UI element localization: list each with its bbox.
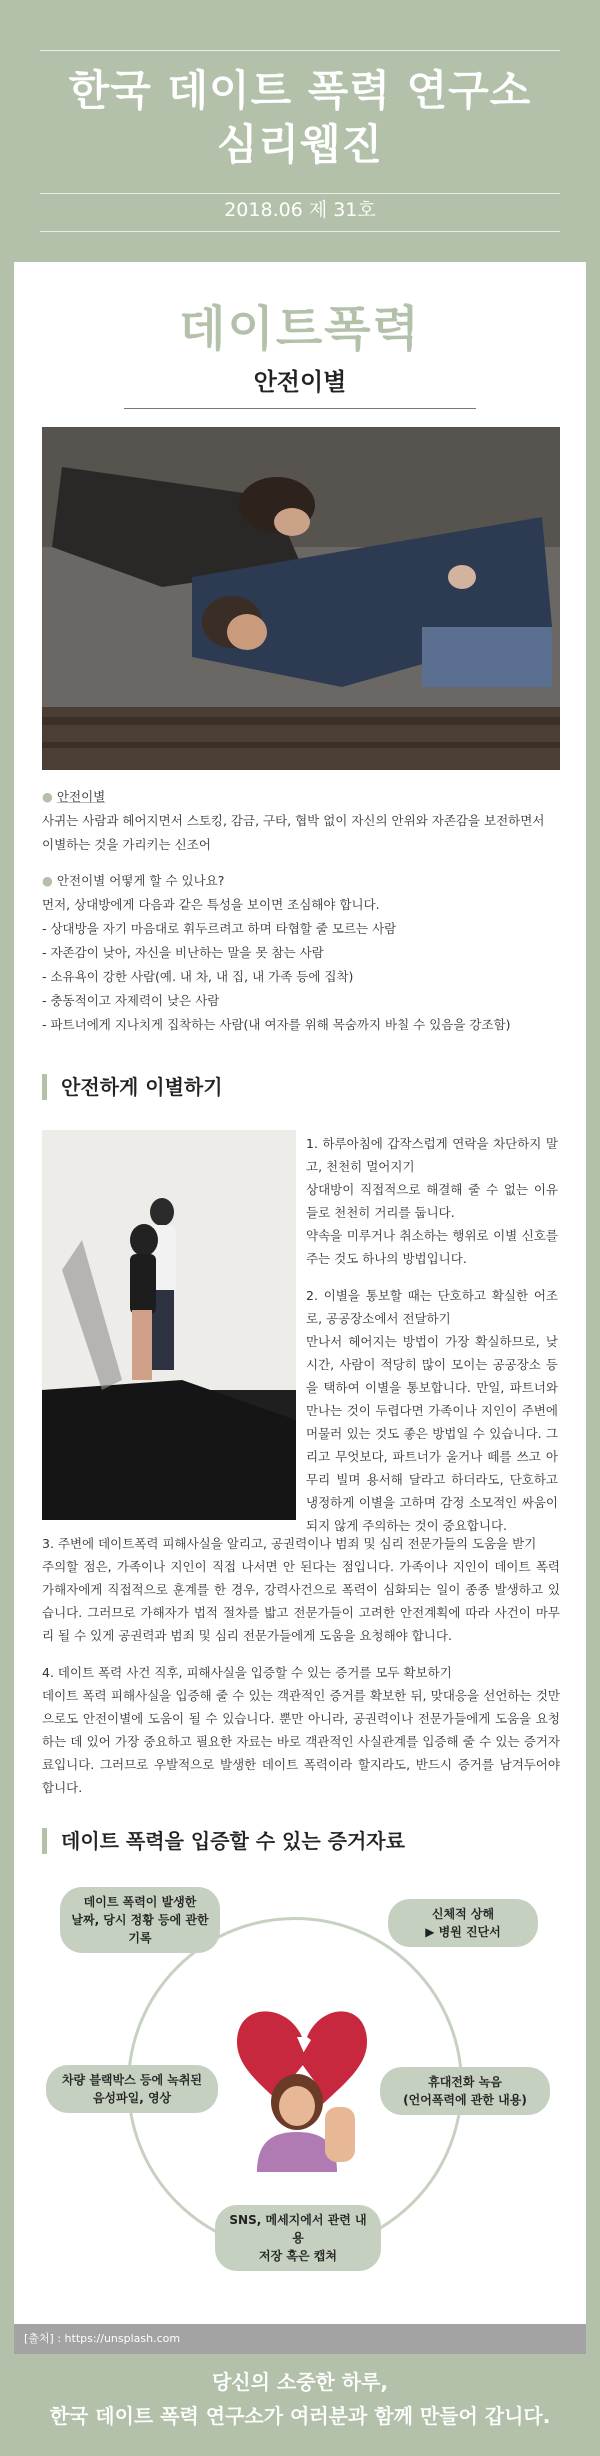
trait-item: - 파트너에게 지나치게 집착하는 사람(내 여자를 위해 목숨까지 바칠 수 있음을 강조함) xyxy=(42,1017,511,1032)
source-credit: [출처] : https://unsplash.com xyxy=(14,2324,586,2354)
sub-title: 안전이별 xyxy=(253,368,347,396)
header-rule-top xyxy=(40,50,560,51)
section-heading-safe-breakup: 안전하게 이별하기 xyxy=(42,1074,223,1100)
bullet-icon: ● xyxy=(42,789,53,804)
step-4-body: 데이트 폭력 피해사실을 입증해 줄 수 있는 객관적인 증거를 확보한 뒤, 맞대응을 선언하는 것만으로도 안전이별에 도움이 될 수 있습니다. 뿐만 아니라, 공권력이나 전문가들에게 도움을 요청하는 데 있어 가장 중요하고 필요한 자료는 바로 객관적인 사실관계를 입증해 줄 수 있는 증거자료입니다. 그러므로 우발적으로 발생한 데이트 폭력이라 할지라도, 반드시 증거를 남겨두어야 합니다. xyxy=(42,1688,560,1795)
title-line-2: 심리웹진 xyxy=(216,120,384,169)
header-rule-mid xyxy=(40,193,560,194)
term-description: 사귀는 사람과 헤어지면서 스토킹, 감금, 구타, 협박 없이 자신의 안위와 자존감을 보전하면서 이별하는 것을 가리키는 신조어 xyxy=(42,813,545,852)
how-lead: 먼저, 상대방에게 다음과 같은 특성을 보이면 조심해야 합니다. xyxy=(42,897,380,912)
intro-block xyxy=(42,785,560,1037)
header xyxy=(0,0,600,262)
header-rule-bottom xyxy=(40,231,560,232)
trait-item: - 상대방을 자기 마음대로 휘두르려고 하며 타협할 줄 모르는 사람 xyxy=(42,921,397,936)
evidence-phone-recording-pill: 휴대전화 녹음 (언어폭력에 관한 내용) xyxy=(380,2067,550,2115)
trait-item: - 충동적이고 자제력이 낮은 사람 xyxy=(42,993,220,1008)
broken-heart-person-icon xyxy=(227,1982,377,2172)
step-1-title: 1. 하루아침에 갑작스럽게 연락을 차단하지 말고, 천천히 멀어지기 xyxy=(306,1136,558,1174)
how-title: ● 안전이별 어떻게 할 수 있나요? xyxy=(42,873,225,888)
trait-item: - 소유욕이 강한 사람(예. 내 차, 내 집, 내 가족 등에 집착) xyxy=(42,969,354,984)
step-2-body: 만나서 헤어지는 방법이 가장 확실하므로, 낮 시간, 사람이 적당히 많이 모이는 공공장소 등을 택하여 이별을 통보합니다. 만일, 파트너와 만나는 것이 두렵다면 가족이나 지인이 주변에 머물러 있는 것도 좋은 방법일 수 있습니다. 그리고 무엇보다, 파트너가 울거나 떼를 쓰고 아무리 빌며 용서해 달라고 하더라도, 단호하고 냉정하게 이별을 고하며 감정 소모적인 싸움이 되지 않게 주의하는 것이 중요합니다. xyxy=(306,1334,558,1533)
footer-line-2: 한국 데이트 폭력 연구소가 여러분과 함께 만들어 갑니다. xyxy=(49,2404,551,2428)
evidence-sns-capture-pill: SNS, 메세지에서 관련 내용 저장 혹은 캡쳐 xyxy=(215,2205,381,2271)
step-1-2-text xyxy=(306,1132,558,1537)
evidence-diagram xyxy=(42,1887,560,2272)
issue-number: 2018.06 제 31호 xyxy=(224,199,376,221)
step-3-4-text xyxy=(42,1532,560,1799)
bullet-icon: ● xyxy=(42,873,53,888)
step-1-body-1: 상대방이 직접적으로 해결해 줄 수 없는 이유들로 천천히 거리를 둡니다. xyxy=(306,1182,558,1220)
step-3-body: 주의할 점은, 가족이나 지인이 직접 나서면 안 된다는 점입니다. 가족이나 지인이 데이트 폭력 가해자에게 직접적으로 훈계를 한 경우, 강력사건으로 폭력이 심화되는 일이 종종 발생하고 있습니다. 그러므로 가해자가 법적 절차를 밟고 전문가들이 고려한 안전계획에 따라 사건이 마무리 될 수 있게 공권력과 범죄 및 심리 전문가들에게 도움을 요청해야 합니다. xyxy=(42,1559,560,1643)
couple-lying-photo xyxy=(42,427,560,770)
couple-embrace-photo xyxy=(42,1130,296,1520)
evidence-blackbox-pill: 차량 블랙박스 등에 녹취된 음성파일, 영상 xyxy=(46,2065,218,2113)
term-title: ● 안전이별 xyxy=(42,789,106,804)
footer-message xyxy=(0,2365,600,2433)
step-2-title: 2. 이별을 통보할 때는 단호하고 확실한 어조로, 공공장소에서 전달하기 xyxy=(306,1288,558,1326)
title-line-1: 한국 데이트 폭력 연구소 xyxy=(68,66,532,115)
webzine-title xyxy=(0,64,600,172)
section-heading-evidence: 데이트 폭력을 입증할 수 있는 증거자료 xyxy=(42,1828,405,1854)
step-1-body-2: 약속을 미루거나 취소하는 행위로 이별 신호를 주는 것도 하나의 방법입니다. xyxy=(306,1228,558,1266)
sub-title-rule xyxy=(124,408,476,409)
step-4-title: 4. 데이트 폭력 사건 직후, 피해사실을 입증할 수 있는 증거를 모두 확보하기 xyxy=(42,1665,452,1680)
trait-item: - 자존감이 낮아, 자신을 비난하는 말을 못 참는 사람 xyxy=(42,945,324,960)
footer-line-1: 당신의 소중한 하루, xyxy=(211,2370,389,2394)
main-title: 데이트폭력 xyxy=(14,290,586,359)
evidence-injury-pill: 신체적 상해 ▶ 병원 진단서 xyxy=(388,1899,538,1947)
evidence-record-pill: 데이트 폭력이 발생한 날짜, 당시 정황 등에 관한 기록 xyxy=(60,1887,220,1953)
step-3-title: 3. 주변에 데이트폭력 피해사실을 알리고, 공권력이나 범죄 및 심리 전문가들의 도움을 받기 xyxy=(42,1536,537,1551)
article-card xyxy=(14,262,586,2324)
